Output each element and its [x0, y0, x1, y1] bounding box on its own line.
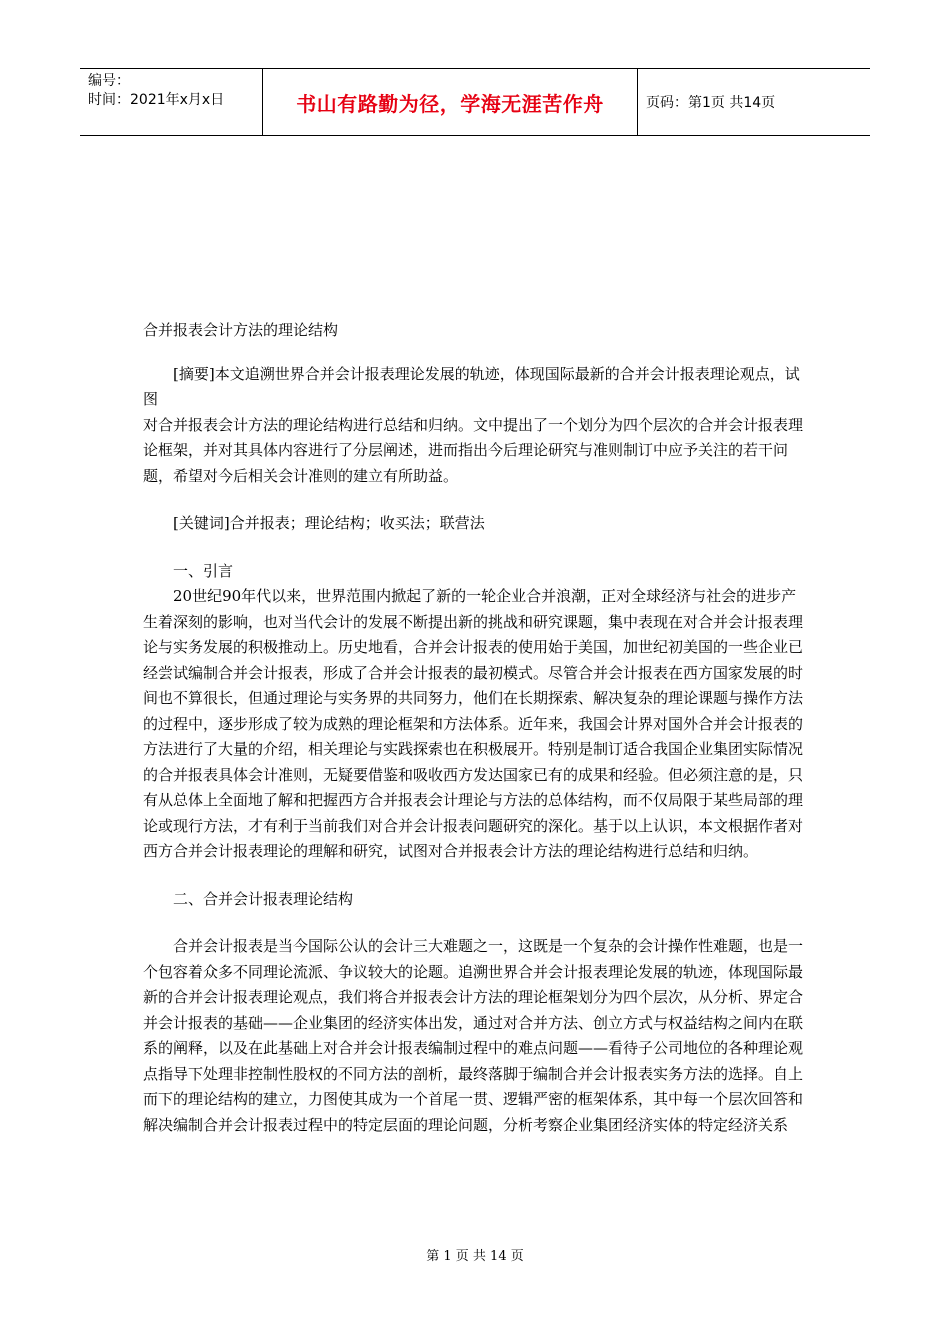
abstract-continuation: 对合并报表会计方法的理论结构进行总结和归纳。文中提出了一个划分为四个层次的合并会计报表理论框架，并对其具体内容进行了分层阐述，进而指出今后理论研究与准则制订中应予关注的若干问题，希望对今后相关会计准则的建立有所助益。: [143, 415, 804, 485]
document-header: [80, 68, 870, 136]
number-label: 编号：: [88, 73, 130, 89]
section-heading-introduction: 一、引言: [173, 561, 234, 580]
keywords: [关键词]合并报表；理论结构；收买法；联营法: [173, 514, 485, 532]
document-title: 合并报表会计方法的理论结构: [143, 321, 339, 339]
section-body-introduction: 20世纪90年代以来，世界范围内掀起了新的一轮企业合并浪潮，正对全球经济与社会的进步产生着深刻的影响，也对当代会计的发展不断提出新的挑战和研究课题，集中表现在对合并会计报表理论与实务发展的积极推动上。历史地看，合并会计报表的使用始于美国，加世纪初美国的一些企业已经尝试编制合并会计报表，形成了合并会计报表的最初模式。尽管合并会计报表在西方国家发展的时间也不算很长，但通过理论与实务界的共同努力，他们在长期探索、解决复杂的理论课题与操作方法的过程中，逐步形成了较为成熟的理论框架和方法体系。近年来，我国会计界对国外合并会计报表的方法进行了大量的介绍，相关理论与实践探索也在积极展开。特别是制订适合我国企业集团实际情况的合并报表具体会计准则，无疑要借鉴和吸收西方发达国家已有的成果和经验。但必须注意的是，只有从总体上全面地了解和把握西方合并报表会计理论与方法的总体结构，而不仅局限于某些局部的理论或现行方法，才有利于当前我们对合并会计报表问题研究的深化。基于以上认识，本文根据作者对西方合并会计报表理论的理解和研究，试图对合并报表会计方法的理论结构进行总结和归纳。: [143, 587, 804, 860]
header-page-info: 页码：第1页 共14页: [646, 95, 776, 111]
header-motto: 书山有路勤为径，学海无涯苦作舟: [263, 69, 638, 135]
time-label: 时间：2021年x月x日: [88, 92, 225, 108]
abstract-first-line: [摘要]本文追溯世界合并会计报表理论发展的轨迹，体现国际最新的合并会计报表理论观点，试图: [143, 364, 800, 408]
section-heading-theory-structure: 二、合并会计报表理论结构: [173, 889, 354, 908]
section-body-theory-structure: 合并会计报表是当今国际公认的会计三大难题之一，这既是一个复杂的会计操作性难题，也是一个包容着众多不同理论流派、争议较大的论题。追溯世界合并会计报表理论发展的轨迹，体现国际最新的合并会计报表理论观点，我们将合并报表会计方法的理论框架划分为四个层次，从分析、界定合并会计报表的基础——企业集团的经济实体出发，通过对合并方法、创立方式与权益结构之间内在联系的阐释，以及在此基础上对合并会计报表编制过程中的难点问题——看待子公司地位的各种理论观点指导下处理非控制性股权的不同方法的剖析，最终落脚于编制合并会计报表实务方法的选择。自上而下的理论结构的建立，力图使其成为一个首尾一贯、逻辑严密的框架体系，其中每一个层次回答和解决编制合并会计报表过程中的特定层面的理论问题，分析考察企业集团经济实体的特定经济关系: [143, 937, 804, 1134]
document-body: [143, 318, 809, 1138]
page-footer: 第 1 页 共 14 页: [426, 1249, 524, 1264]
header-meta-cell: [80, 69, 263, 135]
